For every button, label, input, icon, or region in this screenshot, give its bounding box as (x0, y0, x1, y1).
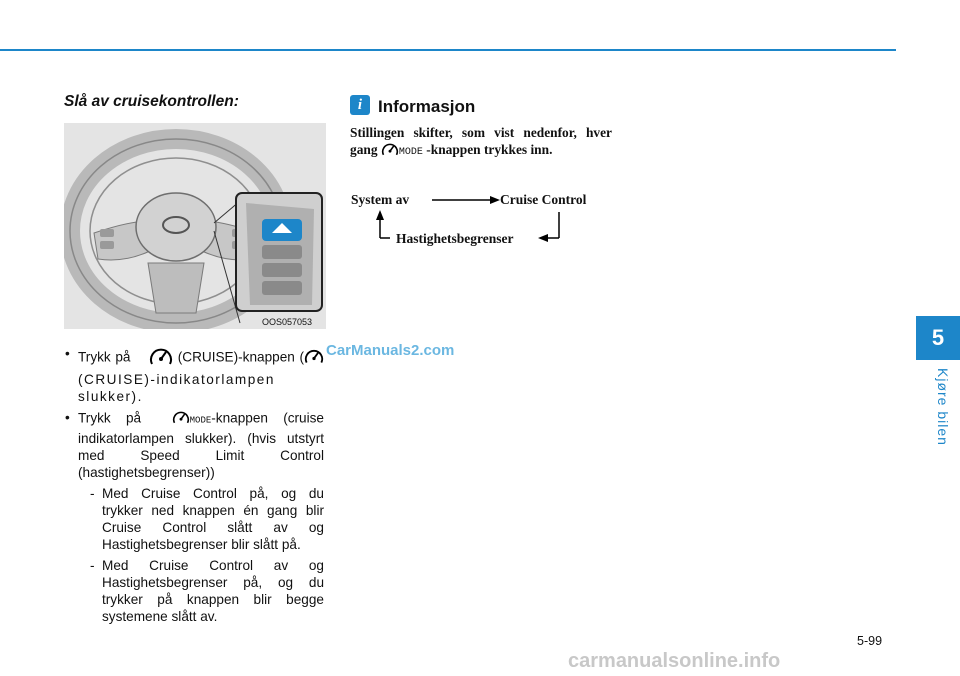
chapter-number: 5 (931, 325, 945, 350)
state-system-off: System av (351, 192, 410, 207)
cruise-indicator-icon (304, 347, 324, 369)
state-cruise-control: Cruise Control (500, 192, 587, 207)
info-title: Informasjon (378, 97, 476, 116)
bullet-list (64, 345, 324, 629)
chapter-tab[interactable] (916, 316, 960, 360)
info-body: Stillingen skifter, som vist nedenfor, hver gang MODE -knappen trykkes inn. (350, 125, 612, 161)
sub-item: - Med Cruise Control på, og du trykker ned knappen én gang blir Cruise Control slått av og Hastighetsbegrenser blir slått på. (78, 485, 324, 553)
watermark: CarManuals2.com (326, 342, 455, 359)
mode-icon (381, 141, 399, 161)
info-icon: i (350, 95, 370, 115)
section-heading: Slå av cruisekontrollen: (64, 93, 239, 110)
state-speed-limiter: Hastighetsbegrenser (396, 231, 514, 246)
steering-wheel-figure (64, 123, 326, 329)
footer-watermark: carmanualsonline.info (568, 650, 781, 672)
page-number: 5-99 (857, 634, 883, 648)
cruise-icon (149, 345, 173, 371)
header-rule (0, 49, 896, 51)
mode-icon (172, 409, 190, 429)
bullet-item: • Trykk på (CRUISE)-knappen ((CRUISE)-indikatorlampen slukker). (64, 345, 324, 405)
chapter-label: Kjøre bilen (935, 368, 951, 446)
figure-code: OOS057053 (262, 317, 313, 327)
bullet-item: • Trykk på MODE-knappen (cruise indikatorlampen slukker). (hvis utstyrt med Speed Limit Control (hastighetsbegrenser)) - Med Cruise Control på, og du trykker ned knappen én gang blir Cruise Control slått av og Hastighetsbegrenser blir slått på. - Med Cruise Control av og Hastighetsbegrenser på, og du trykker på knappen blir begge systemene slått av. (64, 409, 324, 625)
steering-wheel-illustration-icon (64, 123, 326, 329)
sub-item: - Med Cruise Control av og Hastighetsbegrenser på, og du trykker på knappen blir begge systemene slått av. (78, 557, 324, 625)
mode-cycle-diagram (348, 188, 618, 252)
